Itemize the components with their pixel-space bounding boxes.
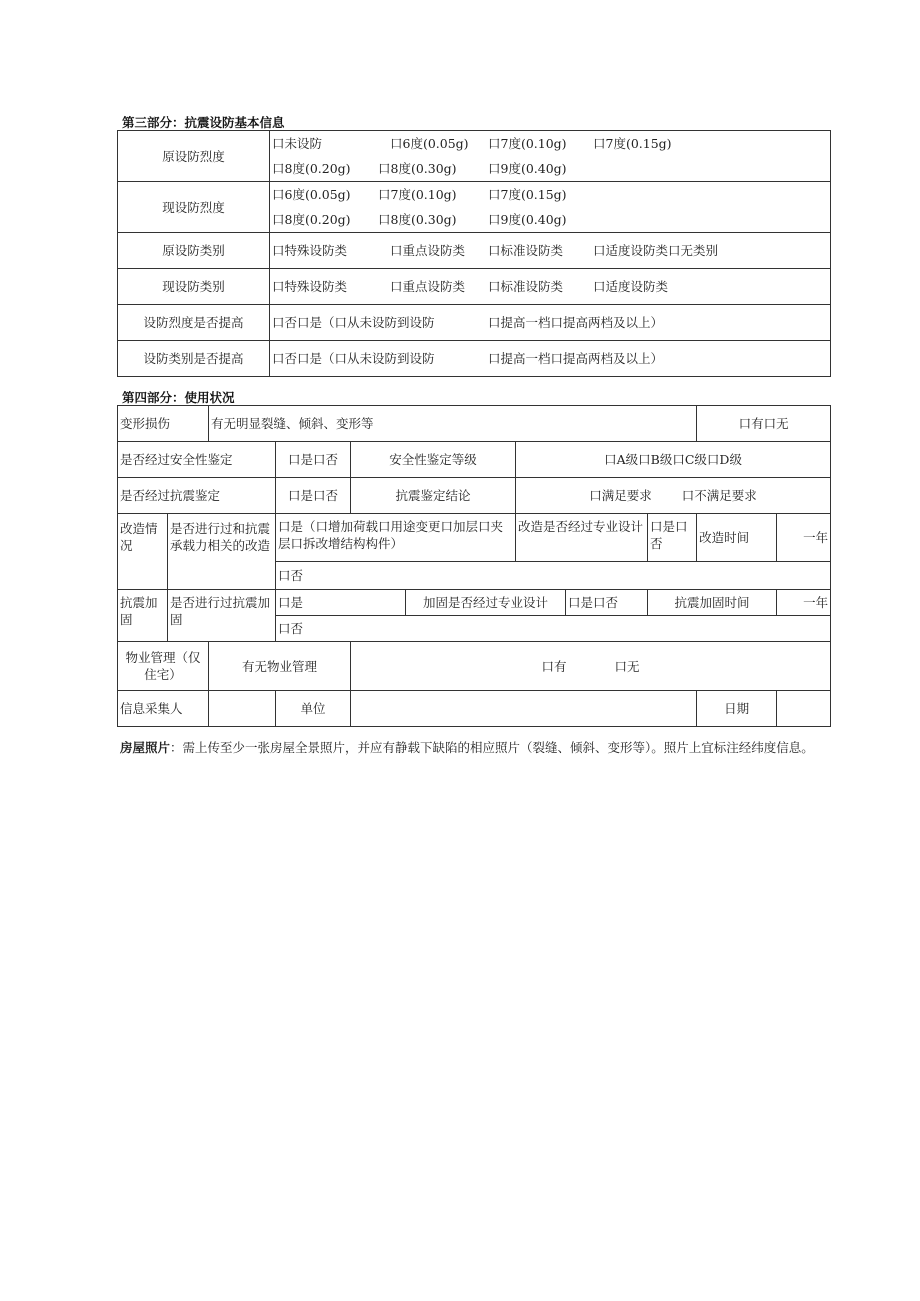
photo-note-text: ：需上传至少一张房屋全景照片，并应有静载下缺陷的相应照片（裂缝、倾斜、变形等）。照片上宜标注经纬度信息。 [170,740,814,755]
renovation-label: 改造情况 [118,514,168,590]
row-label: 设防类别是否提高 [118,341,270,377]
table-row [118,305,831,341]
property-label: 物业管理（仅住宅） [118,642,209,691]
seismic-label: 是否经过抗震鉴定 [118,478,276,514]
safety-options[interactable]: 口是口否 [276,442,351,478]
deform-desc: 有无明显裂缝、倾斜、变形等 [209,406,697,442]
renovation-no-option[interactable]: 口否 [276,562,831,590]
property-question: 有无物业管理 [209,642,351,691]
date-value[interactable] [777,691,831,727]
reinforce-design-label: 加固是否经过专业设计 [406,590,566,616]
checkbox-option[interactable]: 口适度设防类口无类别 [593,243,719,258]
reinforce-yes-option[interactable]: 口是 [276,590,406,616]
row-label: 现设防类别 [118,269,270,305]
row-label: 原设防类别 [118,233,270,269]
table-row [118,131,831,182]
reinforce-no-option[interactable]: 口否 [276,616,831,642]
usage-status-table [117,405,831,727]
checkbox-option[interactable]: 口8度(0.20g) [272,212,351,227]
table-row [118,642,831,691]
checkbox-option[interactable]: 口否口是（口从未设防到设防 [272,351,435,366]
checkbox-option[interactable]: 口8度(0.20g) [272,161,351,176]
checkbox-option[interactable]: 口6度(0.05g) [390,136,469,151]
reinforce-time-value[interactable]: 一年 [777,590,831,616]
table-row [118,514,831,562]
table-row [118,182,831,233]
checkbox-option[interactable]: 口标准设防类 [488,243,564,258]
row-label: 设防烈度是否提高 [118,305,270,341]
part4-title: 第四部分：使用状况 [122,390,235,405]
checkbox-option[interactable]: 口特殊设防类 [272,243,348,258]
row-label: 原设防烈度 [118,131,270,182]
table-row [118,269,831,305]
seismic-info-table [117,130,831,377]
table-row [118,478,831,514]
table-row [118,233,831,269]
renovation-time-value[interactable]: 一年 [777,514,831,562]
deform-options[interactable]: 口有口无 [697,406,831,442]
table-row [118,406,831,442]
property-no-option[interactable]: 口无 [614,658,640,674]
seismic-conclusion-label: 抗震鉴定结论 [351,478,516,514]
unit-value[interactable] [351,691,697,727]
renovation-design-label: 改造是否经过专业设计 [516,514,648,562]
collector-value[interactable] [209,691,276,727]
table-row [118,341,831,377]
seismic-conclusion-options [516,478,831,514]
safety-grade-label: 安全性鉴定等级 [351,442,516,478]
checkbox-option[interactable]: 口7度(0.10g) [378,187,457,202]
checkbox-option[interactable]: 口重点设防类 [390,243,466,258]
row-label: 现设防烈度 [118,182,270,233]
checkbox-option[interactable]: 口9度(0.40g) [488,161,567,176]
safety-grade-options[interactable]: 口A级口B级口C级口D级 [516,442,831,478]
checkbox-option[interactable]: 口提高一档口提高两档及以上） [488,315,664,330]
reinforce-time-label: 抗震加固时间 [648,590,777,616]
checkbox-option[interactable]: 口7度(0.15g) [593,136,672,151]
date-label: 日期 [697,691,777,727]
deform-label: 变形损伤 [118,406,209,442]
renovation-time-label: 改造时间 [697,514,777,562]
photo-note [120,735,840,760]
checkbox-option[interactable]: 口标准设防类 [488,279,564,294]
meets-requirement-option[interactable]: 口满足要求 [589,488,652,503]
unit-label: 单位 [276,691,351,727]
renovation-design-options[interactable]: 口是口否 [648,514,697,562]
collector-label: 信息采集人 [118,691,209,727]
seismic-options[interactable]: 口是口否 [276,478,351,514]
checkbox-option[interactable]: 口重点设防类 [390,279,466,294]
checkbox-option[interactable]: 口否口是（口从未设防到设防 [272,315,435,330]
part3-title: 第三部分：抗震设防基本信息 [122,115,285,130]
renovation-question: 是否进行过和抗震承载力相关的改造 [168,514,276,590]
reinforce-label: 抗震加固 [118,590,168,642]
checkbox-option[interactable]: 口8度(0.30g) [378,212,457,227]
property-options [351,642,831,691]
checkbox-option[interactable]: 口8度(0.30g) [378,161,457,176]
checkbox-option[interactable]: 口提高一档口提高两档及以上） [488,351,664,366]
table-row [118,691,831,727]
renovation-yes-options[interactable]: 口是（口增加荷载口用途变更口加层口夹层口拆改增结构构件） [276,514,516,562]
checkbox-option[interactable]: 口7度(0.15g) [488,187,567,202]
checkbox-option[interactable]: 口特殊设防类 [272,279,348,294]
checkbox-option[interactable]: 口未设防 [272,136,323,151]
property-yes-option[interactable]: 口有 [541,658,567,674]
checkbox-option[interactable]: 口适度设防类 [593,279,669,294]
table-row [118,442,831,478]
photo-note-head: 房屋照片 [120,740,171,755]
checkbox-option[interactable]: 口9度(0.40g) [488,212,567,227]
checkbox-option[interactable]: 口7度(0.10g) [488,136,567,151]
safety-label: 是否经过安全性鉴定 [118,442,276,478]
not-meets-requirement-option[interactable]: 口不满足要求 [681,488,757,503]
checkbox-option[interactable]: 口6度(0.05g) [272,187,351,202]
reinforce-question: 是否进行过抗震加固 [168,590,276,642]
table-row [118,590,831,616]
reinforce-design-options[interactable]: 口是口否 [566,590,648,616]
